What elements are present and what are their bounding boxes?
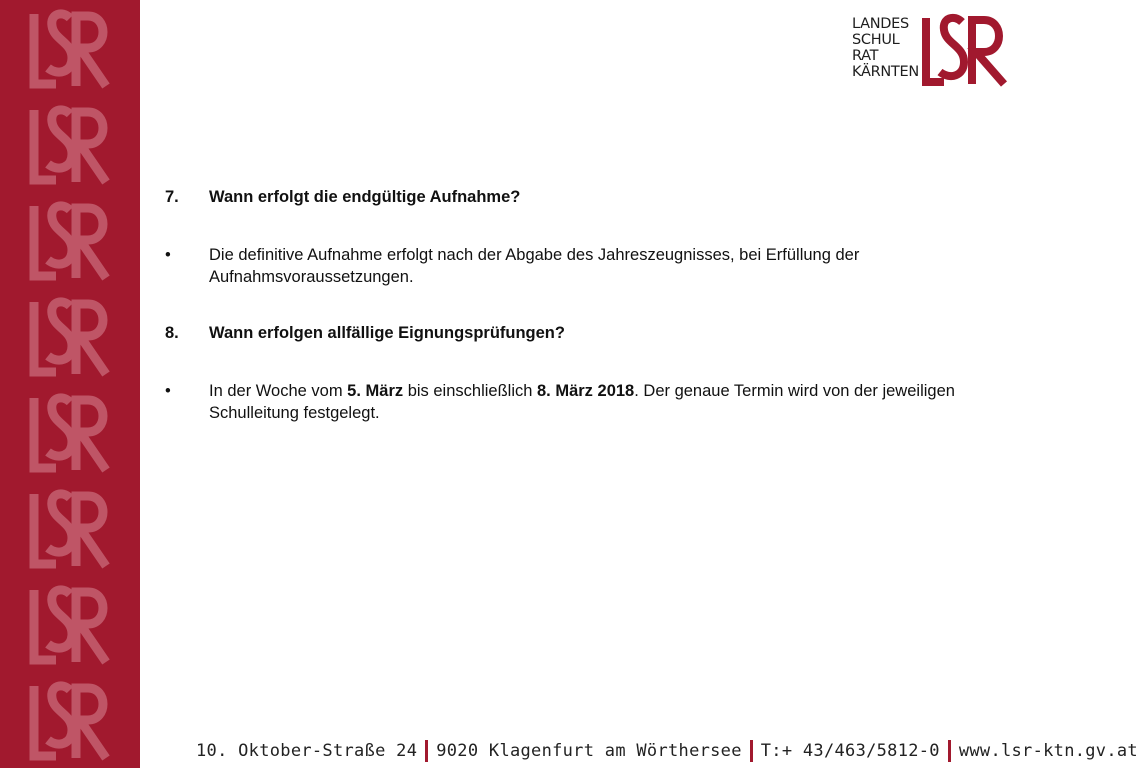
lsr-watermark-icon — [26, 198, 114, 286]
slide-content — [165, 186, 965, 424]
answer-7 — [165, 244, 965, 288]
footer-phone: T:+ 43/463/5812-0 — [760, 741, 940, 761]
logo-line-kaernten: KÄRNTEN — [852, 64, 919, 80]
lsr-logo — [852, 14, 1012, 90]
lsr-logo-icon — [920, 14, 1012, 88]
answer-text-part: bis einschließlich — [403, 382, 537, 400]
answer-8 — [165, 380, 965, 424]
logo-line-landes: LANDES — [852, 16, 909, 32]
logo-line-schul: SCHUL — [852, 32, 900, 48]
lsr-watermark-icon — [26, 678, 114, 766]
question-8 — [165, 322, 965, 344]
footer-separator — [750, 740, 753, 762]
question-text: Wann erfolgt die endgültige Aufnahme? — [209, 188, 521, 206]
footer-address: 10. Oktober-Straße 24 — [196, 741, 418, 761]
question-7 — [165, 186, 965, 208]
question-text: Wann erfolgen allfällige Eignungsprüfungen? — [209, 324, 565, 342]
footer-website: www.lsr-ktn.gv.at — [958, 741, 1138, 761]
question-number: 8. — [165, 324, 179, 342]
bullet: • — [165, 382, 171, 400]
lsr-watermark-icon — [26, 486, 114, 574]
footer-separator — [425, 740, 428, 762]
end-date: 8. März 2018 — [537, 382, 635, 400]
red-sidebar — [0, 0, 140, 768]
answer-text: Die definitive Aufnahme erfolgt nach der Abgabe des Jahreszeugnisses, bei Erfüllung der Aufnahmsvoraussetzungen. — [209, 246, 860, 286]
question-number: 7. — [165, 188, 179, 206]
answer-text-part: . Der genaue Termin wird von der jeweiligen Schulleitung festgelegt. — [209, 382, 955, 422]
bullet: • — [165, 246, 171, 264]
lsr-watermark-icon — [26, 102, 114, 190]
answer-text-part: In der Woche vom — [209, 382, 348, 400]
lsr-watermark-icon — [26, 294, 114, 382]
start-date: 5. März — [347, 382, 404, 400]
logo-text — [852, 16, 930, 80]
footer-contact — [196, 736, 1138, 766]
footer-separator — [948, 740, 951, 762]
lsr-watermark-icon — [26, 6, 114, 94]
footer-city: 9020 Klagenfurt am Wörthersee — [436, 741, 742, 761]
lsr-watermark-icon — [26, 390, 114, 478]
logo-line-rat: RAT — [852, 48, 879, 64]
lsr-watermark-icon — [26, 582, 114, 670]
